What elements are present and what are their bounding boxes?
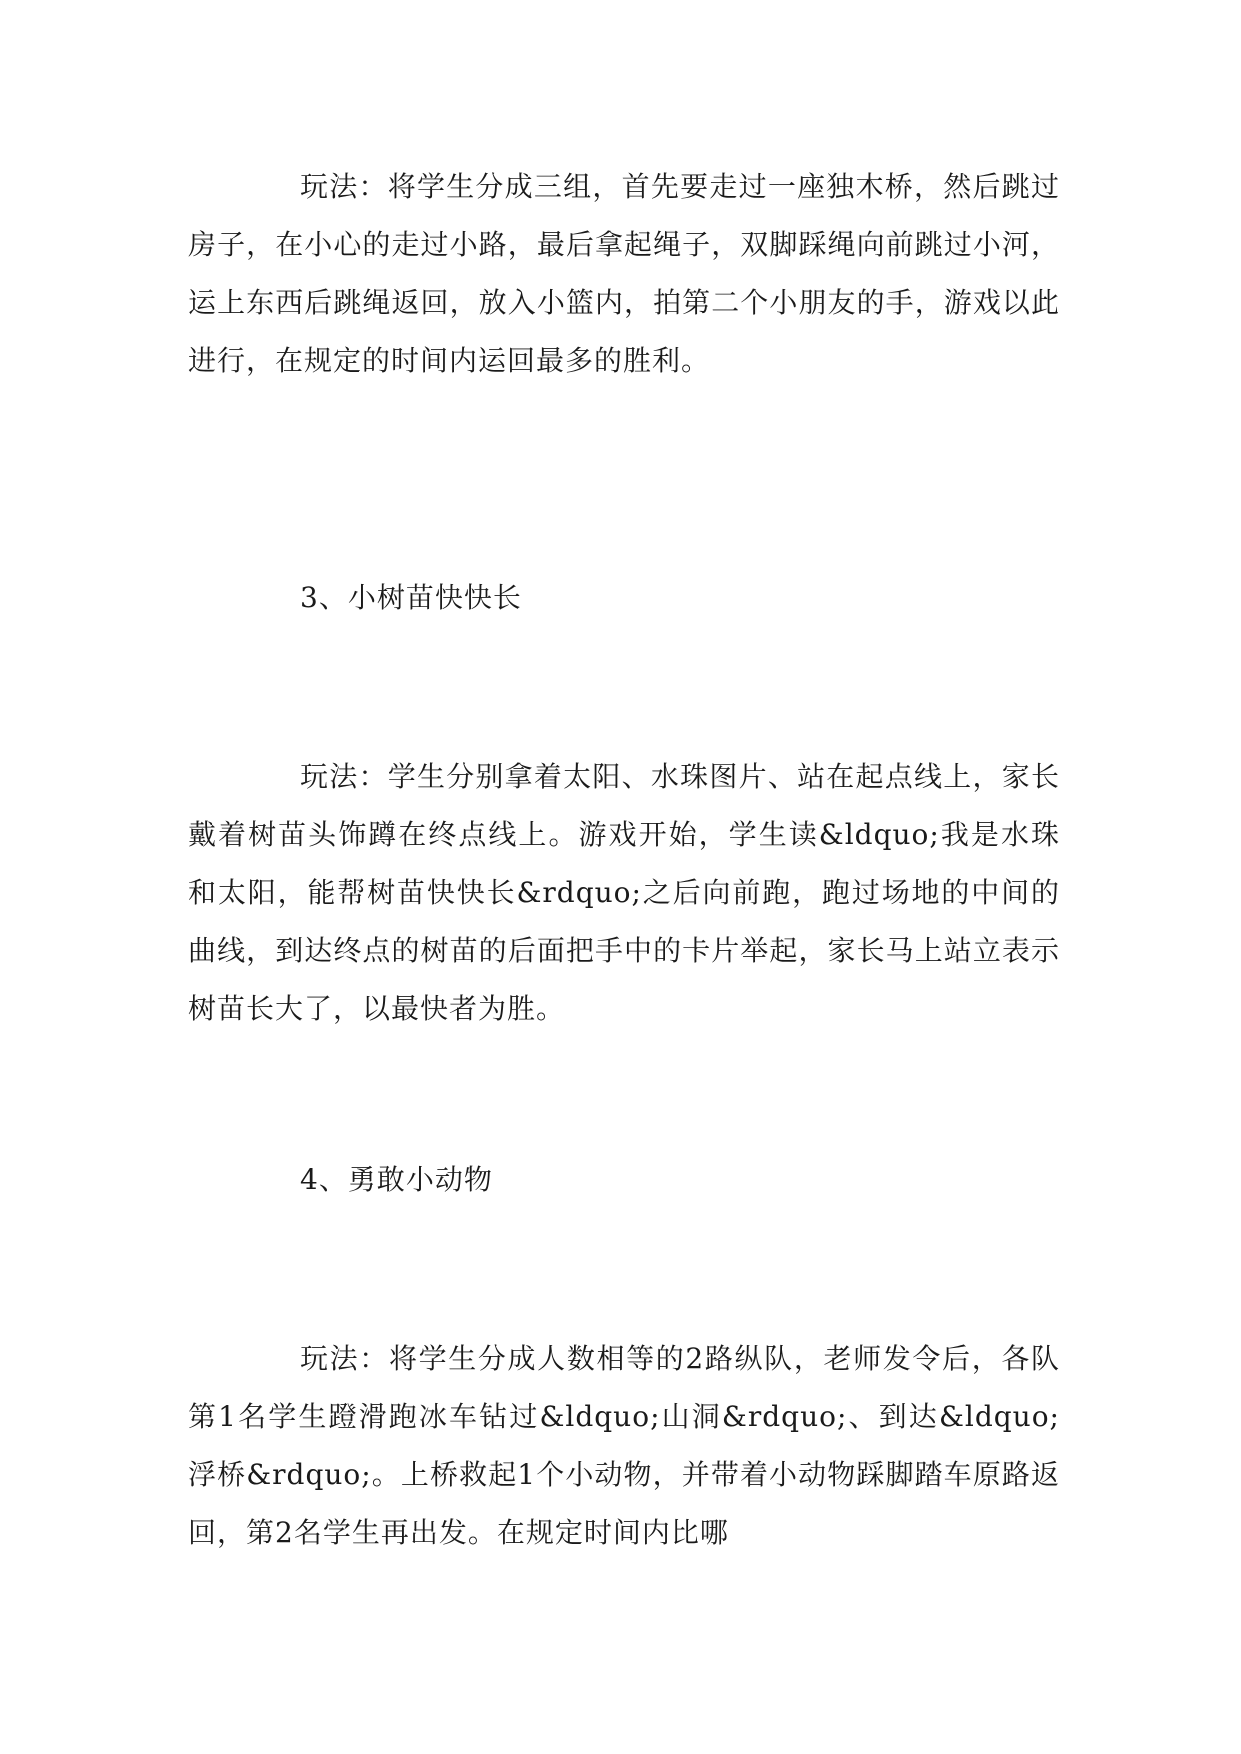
- paragraph-game-rules-2: 玩法：学生分别拿着太阳、水珠图片、站在起点线上，家长戴着树苗头饰蹲在终点线上。游戏开始，学生读&ldquo;我是水珠和太阳，能帮树苗快快长&rdquo;之后向前跑，跑过场地的中间的曲线，到达终点的树苗的后面把手中的卡片举起，家长马上站立表示树苗长大了，以最快者为胜。: [188, 760, 1060, 1025]
- section-heading-4: 4、勇敢小动物: [300, 1163, 493, 1196]
- paragraph-game-rules-3: 玩法：将学生分成人数相等的2路纵队，老师发令后，各队第1名学生蹬滑跑冰车钻过&ldquo;山洞&rdquo;、到达&ldquo;浮桥&rdquo;。上桥救起1个小动物，并带着小动物踩脚踏车原路返回，第2名学生再出发。在规定时间内比哪: [188, 1342, 1060, 1549]
- section-heading-3: 3、小树苗快快长: [300, 581, 522, 614]
- paragraph-game-rules-1: 玩法：将学生分成三组，首先要走过一座独木桥，然后跳过房子，在小心的走过小路，最后拿起绳子，双脚踩绳向前跳过小河，运上东西后跳绳返回，放入小篮内，拍第二个小朋友的手，游戏以此进行，在规定的时间内运回最多的胜利。: [188, 170, 1060, 377]
